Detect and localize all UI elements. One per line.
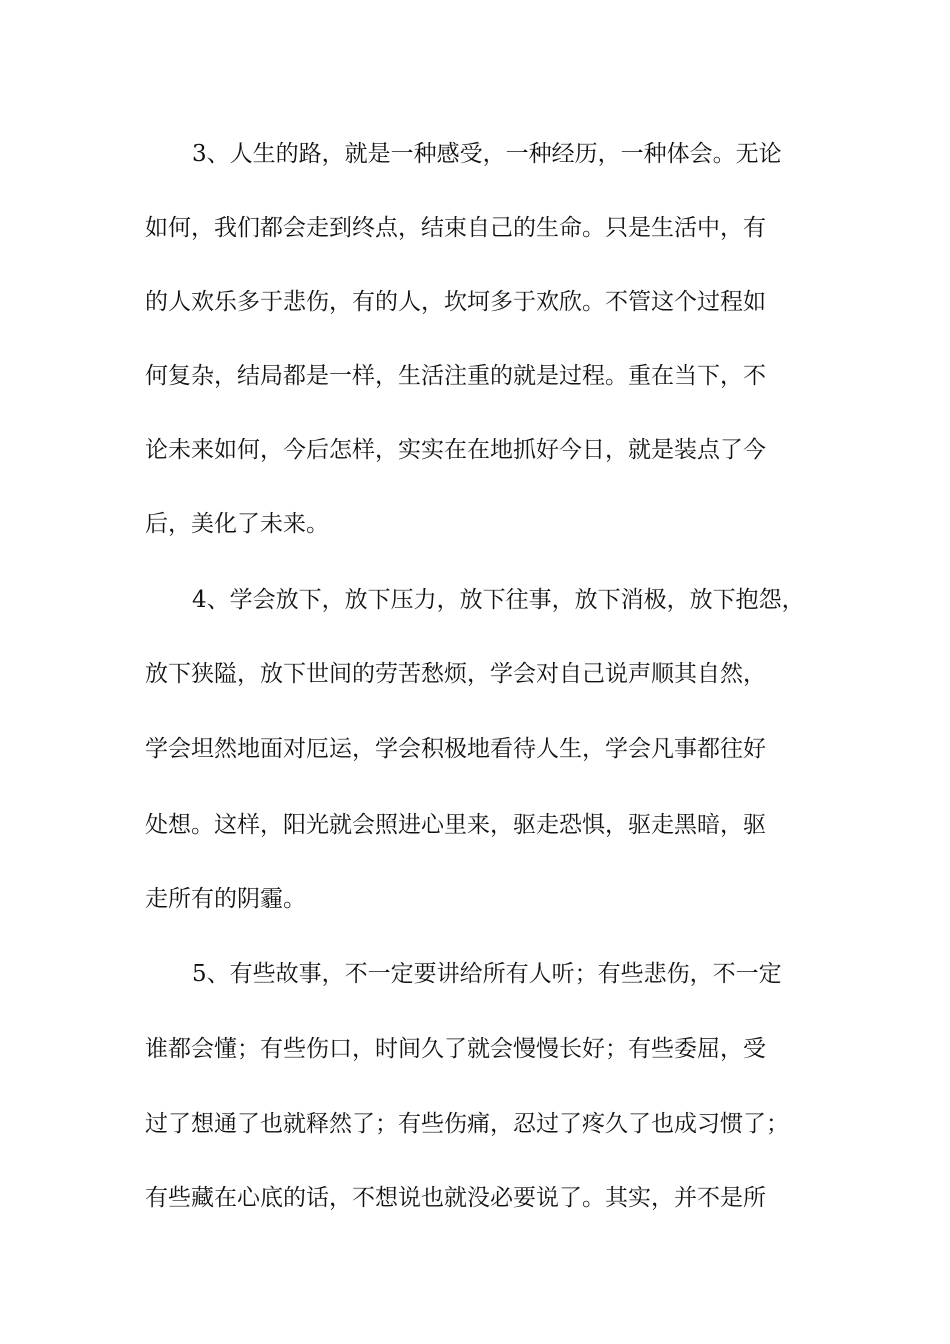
paragraph-3-line-4: 有些藏在心底的话，不想说也就没必要说了。其实，并不是所 bbox=[145, 1185, 766, 1211]
paragraph-3-line-2: 谁都会懂；有些伤口，时间久了就会慢慢长好；有些委屈，受 bbox=[145, 1036, 766, 1062]
paragraph-2-line-4: 处想。这样，阳光就会照进心里来，驱走恐惧，驱走黑暗，驱 bbox=[145, 812, 766, 838]
paragraph-2-line-2: 放下狭隘，放下世间的劳苦愁烦，学会对自己说声顺其自然， bbox=[145, 661, 766, 687]
paragraph-3-line-1: 5、有些故事，不一定要讲给所有人听；有些悲伤，不一定 bbox=[192, 961, 782, 987]
paragraph-1-line-3: 的人欢乐多于悲伤，有的人，坎坷多于欢欣。不管这个过程如 bbox=[145, 289, 766, 315]
paragraph-2-line-3: 学会坦然地面对厄运，学会积极地看待人生，学会凡事都往好 bbox=[145, 736, 766, 762]
paragraph-1-line-6: 后，美化了未来。 bbox=[145, 511, 329, 537]
paragraph-3-line-3: 过了想通了也就释然了；有些伤痛，忍过了疼久了也成习惯了； bbox=[145, 1111, 789, 1137]
paragraph-2-line-1: 4、学会放下，放下压力，放下往事，放下消极，放下抱怨， bbox=[192, 587, 805, 613]
paragraph-1-line-1: 3、人生的路，就是一种感受，一种经历，一种体会。无论 bbox=[192, 141, 782, 167]
paragraph-1-line-2: 如何，我们都会走到终点，结束自己的生命。只是生活中，有 bbox=[145, 215, 766, 241]
paragraph-1-line-5: 论未来如何，今后怎样，实实在在地抓好今日，就是装点了今 bbox=[145, 437, 766, 463]
paragraph-2-line-5: 走所有的阴霾。 bbox=[145, 886, 306, 912]
paragraph-1-line-4: 何复杂，结局都是一样，生活注重的就是过程。重在当下，不 bbox=[145, 363, 766, 389]
